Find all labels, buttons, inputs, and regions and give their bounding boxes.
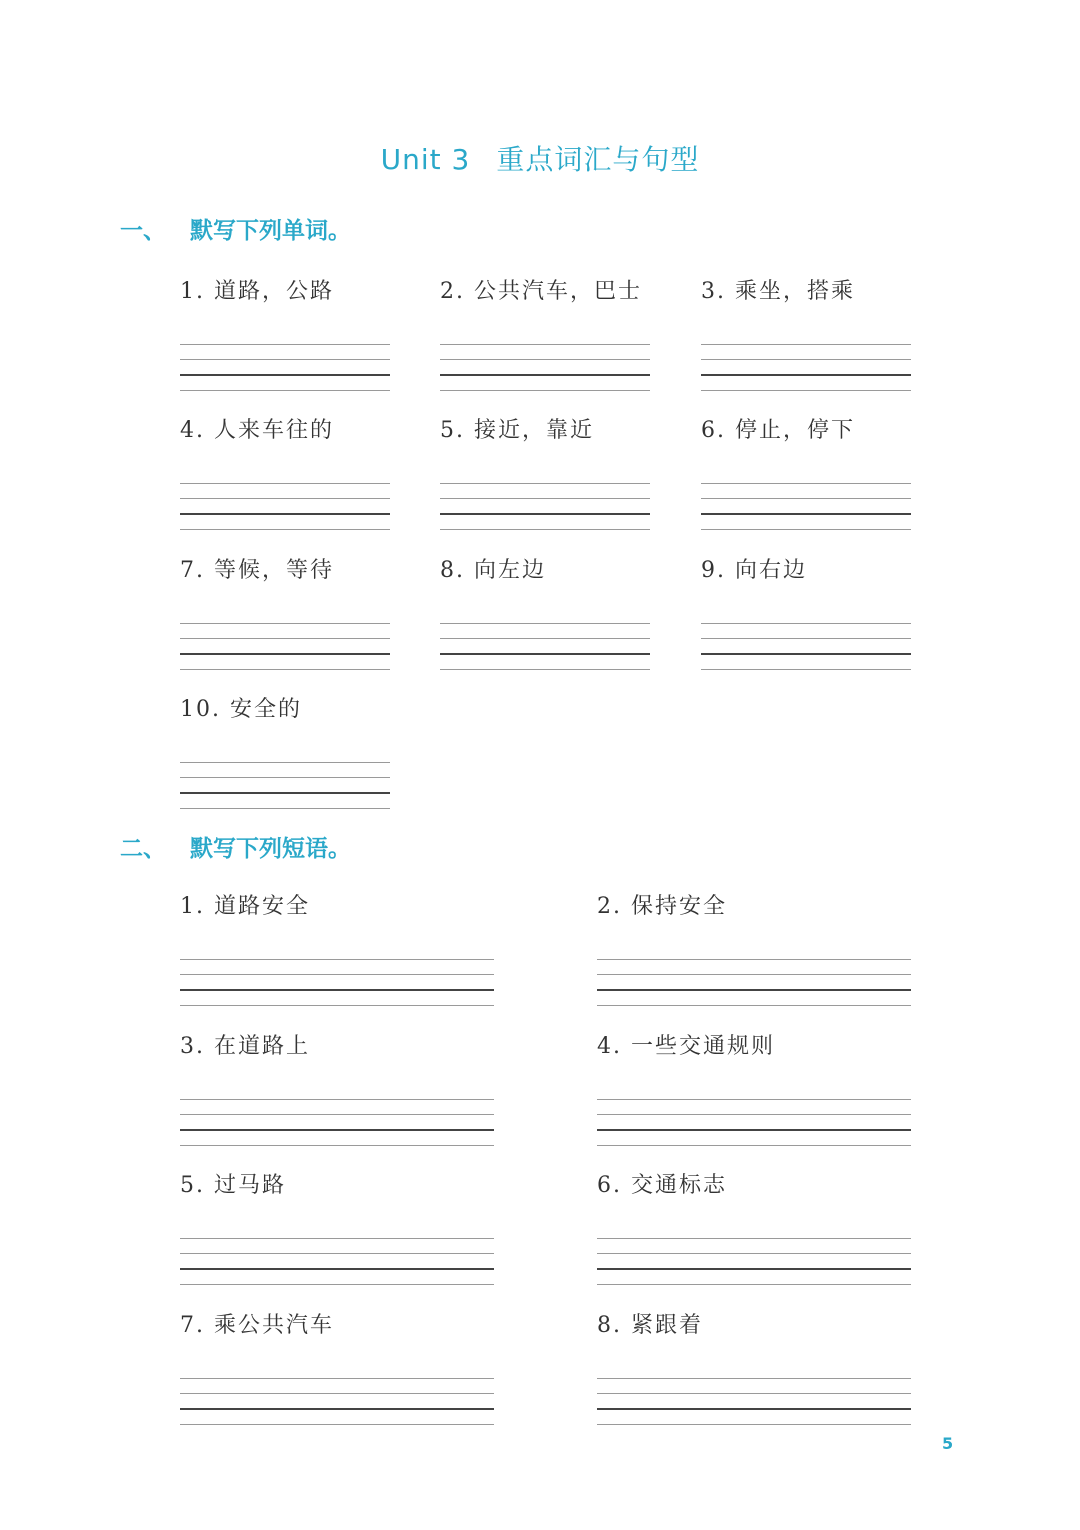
- phrase-item-2: [597, 889, 911, 936]
- word-item-10: [180, 692, 390, 739]
- page-number: 5: [942, 1434, 954, 1453]
- word-label: 10. 安全的: [180, 697, 302, 722]
- word-label: 1. 道路，公路: [180, 279, 334, 304]
- word-label: 2. 公共汽车，巴士: [440, 279, 642, 304]
- phrase-item-5: [180, 1168, 494, 1215]
- phrase-label: 4. 一些交通规则: [597, 1034, 775, 1059]
- section-2-number: 二、: [120, 836, 166, 862]
- section-1-number: 一、: [120, 218, 166, 244]
- phrase-label: 5. 过马路: [180, 1173, 286, 1198]
- word-item-9: [701, 553, 911, 600]
- word-item-7: [180, 553, 390, 600]
- word-item-2: [440, 274, 650, 321]
- word-item-3: [701, 274, 911, 321]
- title-text: 重点词汇与句型: [496, 143, 700, 176]
- section-1-title: 默写下列单词。: [190, 218, 351, 244]
- word-label: 4. 人来车往的: [180, 418, 334, 443]
- phrase-item-8: [597, 1308, 911, 1355]
- word-label: 5. 接近，靠近: [440, 418, 594, 443]
- word-item-8: [440, 553, 650, 600]
- phrase-label: 6. 交通标志: [597, 1173, 727, 1198]
- word-label: 6. 停止，停下: [701, 418, 855, 443]
- phrase-item-6: [597, 1168, 911, 1215]
- word-item-5: [440, 413, 650, 460]
- word-item-6: [701, 413, 911, 460]
- section-1-heading: [120, 212, 351, 245]
- phrase-item-3: [180, 1029, 494, 1076]
- word-label: 3. 乘坐，搭乘: [701, 279, 855, 304]
- phrase-item-4: [597, 1029, 911, 1076]
- phrase-item-7: [180, 1308, 494, 1355]
- page-title: [0, 138, 1080, 178]
- phrase-label: 3. 在道路上: [180, 1034, 310, 1059]
- word-item-4: [180, 413, 390, 460]
- section-2-title: 默写下列短语。: [190, 836, 351, 862]
- word-label: 8. 向左边: [440, 558, 546, 583]
- phrase-label: 8. 紧跟着: [597, 1313, 703, 1338]
- section-2-heading: [120, 830, 351, 863]
- phrase-label: 1. 道路安全: [180, 894, 310, 919]
- unit-label: Unit 3: [380, 143, 471, 176]
- phrase-label: 7. 乘公共汽车: [180, 1313, 334, 1338]
- phrase-label: 2. 保持安全: [597, 894, 727, 919]
- word-label: 9. 向右边: [701, 558, 807, 583]
- word-item-1: [180, 274, 390, 321]
- phrase-item-1: [180, 889, 494, 936]
- word-label: 7. 等候，等待: [180, 558, 334, 583]
